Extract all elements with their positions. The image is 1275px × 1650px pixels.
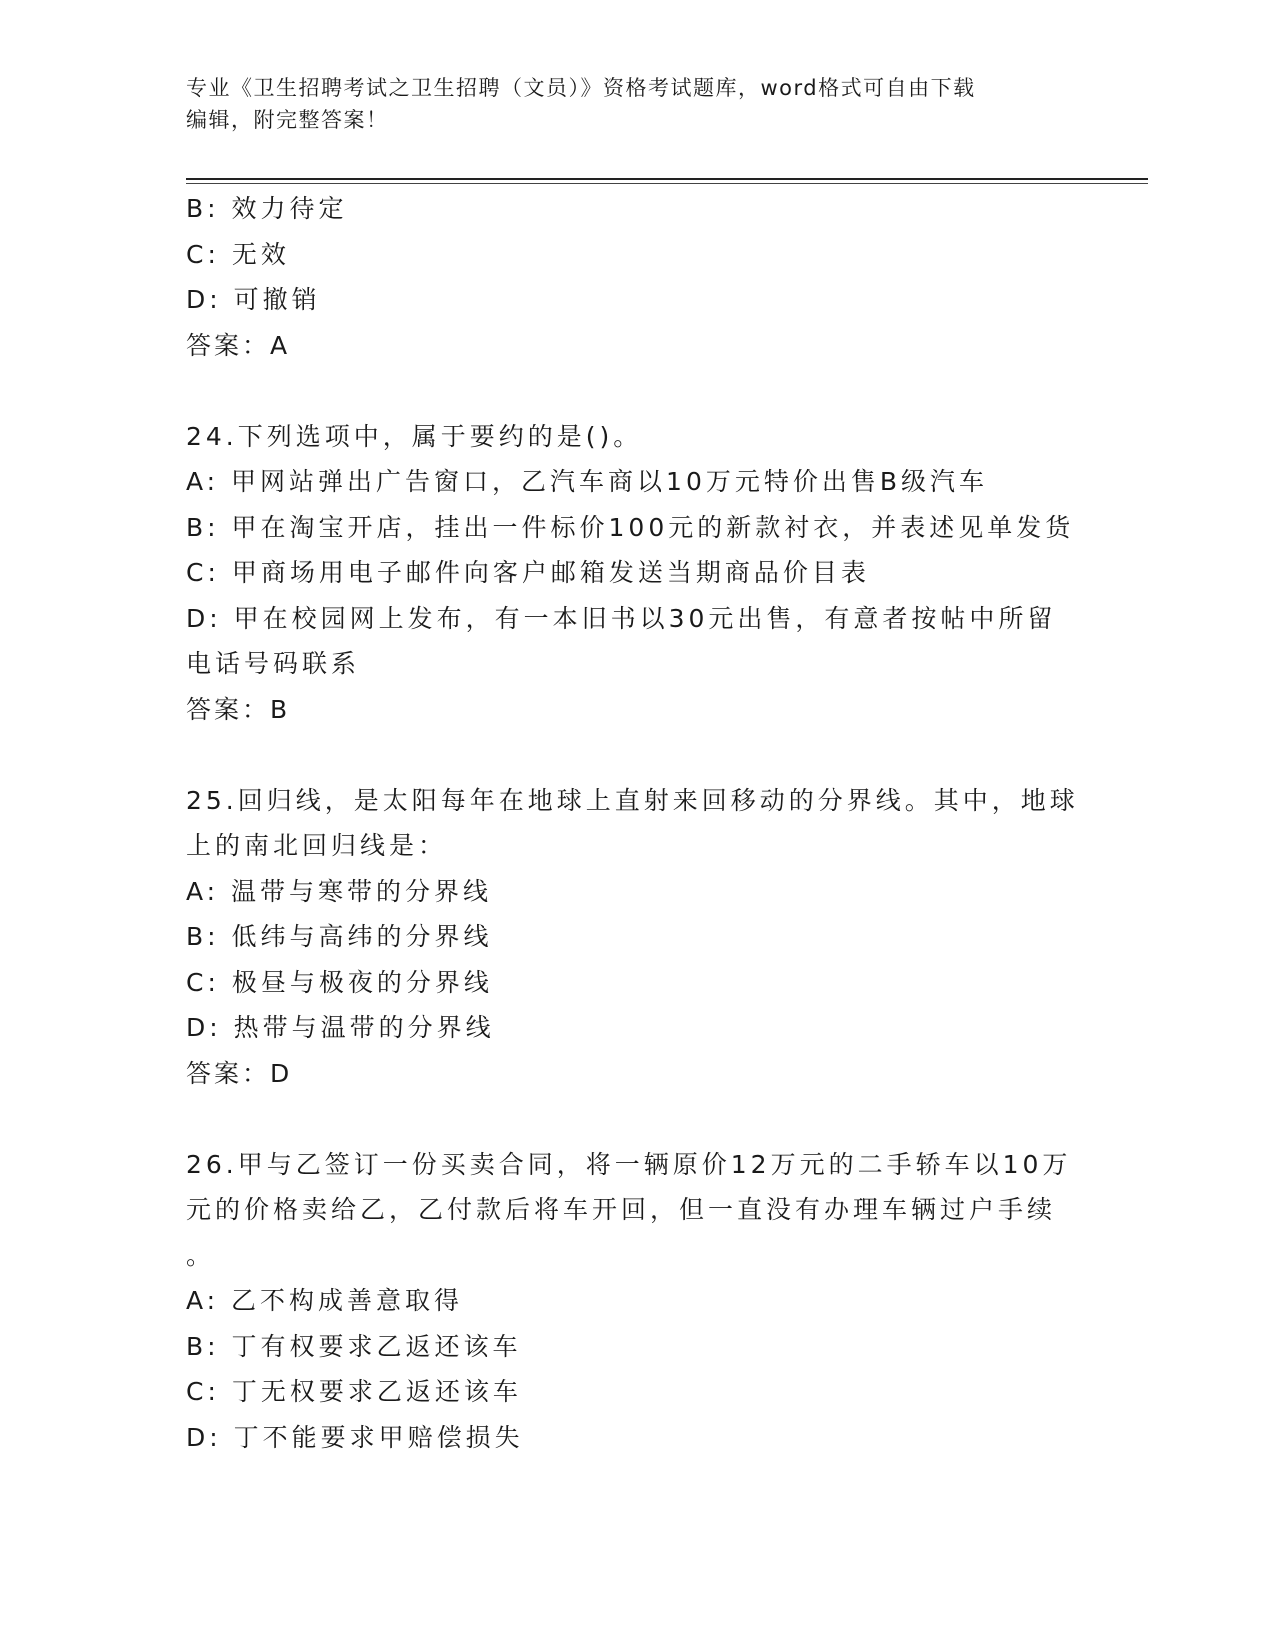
option-c: C: 丁无权要求乙返还该车 (186, 1377, 522, 1406)
option-b: B: 效力待定 (186, 194, 348, 223)
option-c: C: 无效 (186, 239, 290, 269)
option-d: D: 热带与温带的分界线 (186, 1013, 495, 1042)
question-text-continued: 上的南北回归线是： (186, 831, 448, 860)
option-c: C: 甲商场用电子邮件向客户邮箱发送当期商品价目表 (186, 558, 870, 587)
option-b: B: 丁有权要求乙返还该车 (186, 1331, 522, 1361)
option-d: D: 可撤销 (186, 285, 321, 314)
option-a: A: 乙不构成善意取得 (186, 1286, 464, 1315)
document-header (186, 72, 1066, 136)
header-divider-thick (186, 178, 1148, 180)
question-25 (186, 778, 1086, 1097)
question-24 (186, 414, 1086, 733)
option-c: C: 极昼与极夜的分界线 (186, 967, 493, 997)
question-text: 24.下列选项中，属于要约的是()。 (186, 421, 643, 451)
question-text-end: 。 (186, 1240, 216, 1270)
header-line-2: 编辑，附完整答案！ (186, 108, 389, 132)
answer: 答案：B (186, 694, 291, 724)
answer: 答案：A (186, 330, 291, 360)
spacer (186, 368, 1086, 414)
option-d-continued: 电话号码联系 (186, 649, 361, 678)
question-23 (186, 186, 1086, 368)
option-d: D: 甲在校园网上发布，有一本旧书以30元出售，有意者按帖中所留 (186, 603, 1057, 633)
question-text: 26.甲与乙签订一份买卖合同，将一辆原价12万元的二手轿车以10万 (186, 1149, 1072, 1179)
header-line-1: 专业《卫生招聘考试之卫生招聘（文员）》资格考试题库，word格式可自由下载 (186, 76, 976, 100)
question-26 (186, 1142, 1086, 1461)
question-list (186, 186, 1086, 1460)
option-d: D: 丁不能要求甲赔偿损失 (186, 1422, 524, 1452)
spacer (186, 1096, 1086, 1142)
option-a: A: 温带与寒带的分界线 (186, 876, 493, 906)
spacer (186, 732, 1086, 778)
option-b: B: 低纬与高纬的分界线 (186, 922, 493, 951)
option-a: A: 甲网站弹出广告窗口，乙汽车商以10万元特价出售B级汽车 (186, 467, 988, 496)
answer: 答案：D (186, 1058, 293, 1088)
option-b: B: 甲在淘宝开店，挂出一件标价100元的新款衬衣，并表述见单发货 (186, 512, 1075, 542)
question-text-continued: 元的价格卖给乙，乙付款后将车开回，但一直没有办理车辆过户手续 (186, 1195, 1057, 1224)
question-text: 25.回归线，是太阳每年在地球上直射来回移动的分界线。其中，地球 (186, 785, 1079, 815)
header-divider-thin (186, 183, 1148, 184)
